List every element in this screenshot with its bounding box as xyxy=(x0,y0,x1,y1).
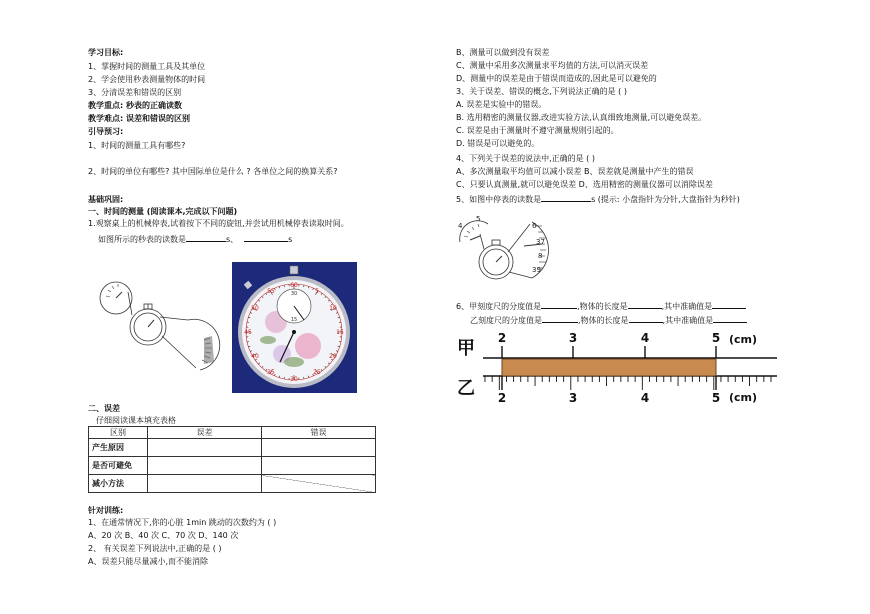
ruler-top-number-5: 5 xyxy=(711,331,721,345)
ruler-label-jia: 甲 xyxy=(457,338,475,359)
q5-prefix: 5、如图中停表的读数是 xyxy=(456,195,542,204)
answer-blank-q6a-3[interactable] xyxy=(712,300,746,309)
q6b-part-2: ,物体的长度是 xyxy=(578,316,629,325)
table-header-cell: 区别 xyxy=(89,427,148,439)
ruler-bottom-number-3: 3 xyxy=(568,391,578,405)
table-caption: 仔细阅读课本填充表格 xyxy=(96,416,176,425)
table-answer-cell-crossed xyxy=(262,475,376,493)
answer-blank-q6b-2[interactable] xyxy=(629,314,663,323)
key-point: 教学重点: 秒表的正确读数 xyxy=(88,101,182,110)
ruler-bottom-unit: (cm) xyxy=(729,391,758,404)
outer-label-45: 45 xyxy=(244,329,252,336)
outer-label-25: 25 xyxy=(313,369,321,376)
table-row xyxy=(89,475,376,493)
question-5 xyxy=(456,193,740,205)
preview-q1: 1、时间的测量工具有哪些? xyxy=(88,141,186,150)
table-header-cell: 误差 xyxy=(148,427,262,439)
inner-label-30: 30 xyxy=(290,291,298,297)
table-answer-cell[interactable] xyxy=(148,439,262,457)
answer-blank-q6a-2[interactable] xyxy=(628,300,662,309)
q6a-part-1: 6、甲刻度尺的分度值是 xyxy=(456,302,542,311)
measured-object xyxy=(502,359,716,376)
option-c: C、测量中采用多次测量求平均值的方法,可以消灭误差 xyxy=(456,61,649,70)
drill-q1: 1、在通常情况下,你的心脏 1min 跳动的次数约为 ( ) xyxy=(88,518,277,527)
table-answer-cell[interactable] xyxy=(148,475,262,493)
goals-title: 学习目标: xyxy=(88,48,124,57)
option-d: D、测量中的误差是由于错误而造成的,因此是可以避免的 xyxy=(456,74,657,83)
q4-options-ab: A、多次测量取平均值可以减小误差 B、误差就是测量中产生的错误 xyxy=(456,167,694,176)
outer-label-30: 30 xyxy=(290,376,298,383)
rulers-figure xyxy=(455,328,785,410)
answer-blank-1[interactable] xyxy=(186,233,226,242)
outer-label-35: 35 xyxy=(267,369,275,376)
basics-title: 基础巩固: xyxy=(88,195,124,204)
section1-title: 一、时间的测量 (阅读课本,完成以下问题) xyxy=(88,207,238,216)
q3-option-a: A. 误差是实验中的错误。 xyxy=(456,100,547,109)
ruler-top-unit: (cm) xyxy=(729,333,758,346)
drill-q2: 2、 有关误差下列说法中,正确的是 ( ) xyxy=(88,544,222,553)
answer-blank-q6a-1[interactable] xyxy=(541,300,577,309)
option-b: B、测量可以做到没有误差 xyxy=(456,48,550,57)
dial-label-4: 4 xyxy=(458,222,463,230)
s1-q1b-unit1: s、 xyxy=(226,235,239,244)
answer-blank-q6b-1[interactable] xyxy=(542,314,578,323)
outer-label-5: 5 xyxy=(315,288,319,295)
ruler-bottom-number-5: 5 xyxy=(711,391,721,405)
dial-zoom-arc-2 xyxy=(188,319,220,370)
answer-blank-2[interactable] xyxy=(244,233,288,242)
table-answer-cell[interactable] xyxy=(262,439,376,457)
preview-q2: 2、时间的单位有哪些? 其中国际单位是什么 ? 各单位之间的换算关系? xyxy=(88,167,338,176)
ruler-top-number-2: 2 xyxy=(497,331,507,345)
table-row xyxy=(89,439,376,457)
answer-blank-q5[interactable] xyxy=(541,193,591,202)
table-header-cell: 错误 xyxy=(262,427,376,439)
goal-3: 3、分清误差和错误的区别 xyxy=(88,88,182,97)
question-4: 4、下列关于误差的说法中,正确的是 ( ) xyxy=(456,154,595,163)
q6a-part-2: ,物体的长度是 xyxy=(577,302,628,311)
stopwatch-diagram-right xyxy=(458,216,553,288)
outer-label-55: 55 xyxy=(267,288,275,295)
q6b-part-1: 乙刻度尺的分度值是 xyxy=(470,316,542,325)
table-answer-cell[interactable] xyxy=(148,457,262,475)
ruler-bottom-number-4: 4 xyxy=(640,391,650,405)
answer-blank-q6b-3[interactable] xyxy=(713,314,747,323)
question-6-line-1 xyxy=(456,300,746,312)
dial-label-37: 37 xyxy=(536,238,545,246)
dial-label-5: 5 xyxy=(476,215,481,223)
outer-label-50: 50 xyxy=(251,305,259,312)
preview-title: 引导预习: xyxy=(88,127,124,136)
s1-q1b-unit2: s xyxy=(288,235,293,244)
drill-title: 针对训练: xyxy=(88,506,124,515)
dial-label-39: 39 xyxy=(532,266,541,274)
table-row xyxy=(89,457,376,475)
goal-2: 2、学会使用秒表测量物体的时间 xyxy=(88,75,206,84)
dial-label-6: 6 xyxy=(532,222,537,230)
row-label-avoidable: 是否可避免 xyxy=(89,457,148,475)
q3-option-b: B. 选用精密的测量仪器,改进实验方法,认真细致地测量,可以避免误差。 xyxy=(456,113,707,122)
table-header-row xyxy=(89,427,376,439)
drill-q2-option-a: A、误差只能尽量减小,而不能消除 xyxy=(88,557,209,566)
ruler-top-number-3: 3 xyxy=(568,331,578,345)
error-comparison-table xyxy=(88,426,376,493)
table-answer-cell[interactable] xyxy=(262,457,376,475)
inner-label-15: 15 xyxy=(290,317,298,323)
s1-q1b-prefix: 如图所示的秒表的读数是 xyxy=(98,235,186,244)
question-6-line-2 xyxy=(470,314,747,326)
question-3: 3、关于误差、错误的概念,下列说法正确的是 ( ) xyxy=(456,87,627,96)
ruler-label-yi: 乙 xyxy=(457,378,475,399)
stopwatch-diagram-left xyxy=(92,272,222,382)
outer-label-60: 60 xyxy=(290,282,298,289)
dial-label-8: 8 xyxy=(538,252,543,260)
outer-label-20: 20 xyxy=(329,353,337,360)
q3-option-c: C. 误差是由于测量时不遵守测量规则引起的。 xyxy=(456,126,619,135)
s1-question-1b xyxy=(98,233,292,245)
q3-option-d: D. 错误是可以避免的。 xyxy=(456,139,540,148)
row-label-reduce: 减小方法 xyxy=(89,475,148,493)
s1-question-1: 1.观察桌上的机械停表,试着按下不同的旋钮,并尝试用机械停表读取时间。 xyxy=(88,219,349,228)
outer-label-15: 15 xyxy=(336,329,344,336)
outer-label-40: 40 xyxy=(251,353,259,360)
watch-crown xyxy=(290,266,298,274)
section2-title: 二、误差 xyxy=(88,404,120,413)
ruler-top-number-4: 4 xyxy=(640,331,650,345)
q6a-part-3: ,其中准确值是 xyxy=(661,302,713,311)
q4-options-cd: C、只要认真测量,就可以避免误差 D、选用精密的测量仪器可以消除误差 xyxy=(456,180,713,189)
difficulty: 教学难点: 误差和错误的区别 xyxy=(88,114,190,123)
outer-label-10: 10 xyxy=(329,305,337,312)
watch-crown xyxy=(492,240,500,245)
q6b-part-3: ,其中准确值是 xyxy=(662,316,714,325)
drill-q1-options: A、20 次 B、40 次 C、70 次 D、140 次 xyxy=(88,531,239,540)
row-label-cause: 产生原因 xyxy=(89,439,148,457)
q5-suffix: s (提示: 小盘指针为分针,大盘指针为秒针) xyxy=(591,195,740,204)
ruler-bottom-number-2: 2 xyxy=(497,391,507,405)
stopwatch-photo xyxy=(232,262,357,393)
goal-1: 1、掌握时间的测量工具及其单位 xyxy=(88,62,206,71)
